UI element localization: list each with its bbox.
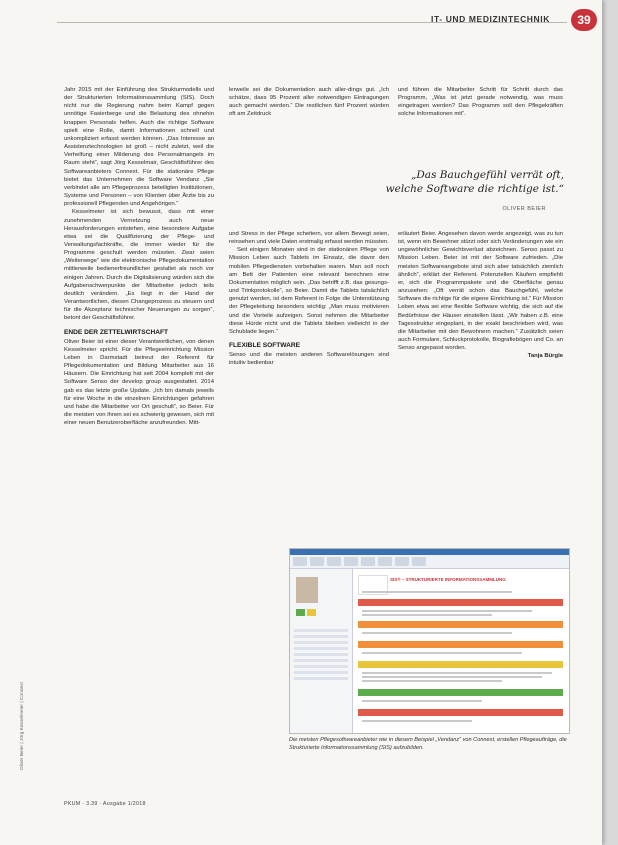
column-2-paragraph-1: und Stress in der Pflege scheitern, vor allem Bewegt seien, reinsehen und viele Daten erstmalig erfasst werden müssten. [229, 231, 389, 246]
ribbon-icon [361, 557, 375, 566]
column-2-paragraph-2: Seit einigen Monaten sind in der stationären Pflege von Mission Leben auch Tablets im Einsatz, die davor den mobilen Pflegediensten vorbehalten waren. Man soll noch am Bett der Patienten eine relevant berechnen eine Dokumentation möglich sein. „Das betrifft z.B. das gesungs- und Trinkprotokolle“, so Beier. Damit die Tablets tatsächlich genutzt werden, ist dem Referent in Folge die Unterstützung der Pflegeleitung besonders wichtig: „Man muss motivieren und die Vorteile aufzeigen. Sonst nehmen die Mitarbeiter diese Hürde nicht und die Tablets bleiben vielleicht in der Schublade liegen.“ [229, 247, 389, 335]
grid-row [294, 653, 348, 656]
column-1-paragraph-2: Kesselmeier ist sich bewusst, dass mit einer zunehmenden Vernetzung auch neue Herausforderungen entstehen, eine besondere Aufgabe etwa sei die Qualifizierung der Pflege- und Verwaltungsfachkräfte, die immer wieder für die Programme geschult werden müssten. Zwar seien „Weiterwege“ wie die elektronische Pflegedokumentation mittlerweile bedienerfreundlicher gestaltet als noch vor einigen Jahren. Durch die Digitalisierung würden sich die Aufgabenschwerpunkte der Mitarbeiter jedoch teils deutlich verändern. „Es liegt in der Hand der Verantwortlichen, diesen Changeprozess zu steuern und für die Akzeptanz technischer Neuerungen zu sorgen“, betont der Geschäftsführer. [64, 209, 214, 322]
screenshot-caption: Die meisten Pflegesoftwareanbieter wie in diesem Beispiel „Vendanz“ von Connext, erstellen Pflegeaufträge, die Strukturierte Informationssammlung (SIS) aufzubilden. [289, 737, 567, 751]
text-line [362, 700, 482, 702]
grid-row [294, 659, 348, 662]
grid-row [294, 677, 348, 680]
orange-section-bar [358, 621, 563, 628]
photo-credit: Oliver Beier | Jörg Kesselmeier | Connext [20, 682, 25, 770]
column-3-bottom [398, 230, 563, 361]
grid-row [294, 665, 348, 668]
ribbon-icon [310, 557, 324, 566]
text-line [362, 632, 512, 634]
subhead-flexible-software: FLEXIBLE SOFTWARE [229, 342, 301, 350]
column-2-paragraph-3: Senso und die meisten anderen Softwarelösungen sind intuitiv bedienbar [229, 352, 389, 367]
section-label: IT- UND MEDIZINTECHNIK [431, 14, 550, 24]
orange-section-bar [358, 641, 563, 648]
grid-row [294, 635, 348, 638]
ribbon-icon [293, 557, 307, 566]
text-line [362, 680, 502, 682]
column-2-top [229, 86, 389, 119]
pull-quote-author: OLIVER BEIER [502, 206, 546, 212]
grid-row [294, 647, 348, 650]
screenshot-app-label: SIS® – STRUKTURIERTE INFORMATIONSSAMMLUNG [390, 577, 506, 582]
ribbon-icon [395, 557, 409, 566]
green-section-bar [358, 689, 563, 696]
status-icon [296, 609, 305, 616]
red-section-bar [358, 599, 563, 606]
article-author: Tanja Bürgle [527, 353, 563, 360]
software-screenshot [289, 548, 570, 734]
page-footer: PKUM · 3.39 · Ausgabe 1/2018 [64, 801, 146, 807]
red-section-bar [358, 709, 563, 716]
grid-row [294, 671, 348, 674]
column-3-top-text: und führen die Mitarbeiter Schritt für Schritt durch das Programm, „Was ist jetzt gerade notwendig, was muss eingetragen werden? Das Programm soll den Pflegekräften solche Informationen mit“. [398, 87, 563, 118]
grid-row [294, 641, 348, 644]
text-line [362, 676, 542, 678]
screenshot-resident-panel [290, 569, 353, 733]
text-line [362, 610, 532, 612]
subhead-zettelwirtschaft: ENDE DER ZETTELWIRTSCHAFT [64, 328, 169, 336]
screenshot-ribbon [290, 555, 569, 569]
ribbon-icon [412, 557, 426, 566]
column-3-top [398, 86, 563, 119]
pull-quote: „Das Bauchgefühl verrät oft, welche Software die richtige ist.“ [385, 169, 564, 195]
ribbon-icon [327, 557, 341, 566]
ribbon-icon [344, 557, 358, 566]
column-1-paragraph-1: Jahr 2015 mit der Einführung des Strukturmodells und der Strukturierten Informationssammlung (SIS). Doch nicht nur die Regierung nahm beim Kampf gegen unnötige Fasierberge und die Belastung des ohnehin knappen Personals helfen. Auch die richtige Software spielt eine Rolle, damit Informationen schnell und unkompliziert erfasst werden können. „Das Interesse an Assistenztechnologien ist groß – nicht zuletzt, weil die Verhelfung einer Milderung des Personalmangels im Raum steht“, sagt Jörg Kesselmair, Geschäftsführer des Softwareanbieters Connext. Für die stationäre Pflege bietet das Unternehmen die Software Vendanz „Sie verbindet alle am Pflegeprozess beteiligten Institutionen, Systeme und Personen – von Klienten über Ärzte bis zu professionell Pflegenden und Angehörigen.“ [64, 87, 214, 208]
text-line [362, 672, 552, 674]
screenshot-main-area [354, 569, 569, 733]
column-3-paragraph: erläutert Beier. Angesehen davon werde angezeigt, was zu tun ist, wenn ein Bewohner stürzt oder sich Veränderungen wie ein ungewöhnlicher Gewichtsverlust abzeichnen. Senso passt zu Mission Leben. Beier ist mit der Software zufrieden. „Die meisten Softwareangebote sind sich aber tatsächlich ziemlich ähnlich“, erklärt der Referent. Potenziellen Käufern empfiehlt er, sich die Programmpakete und die Oberfläche genau anzusehen: „Oft verrät schon das Bauchgefühl, welche Software die richtige für die eigene Einrichtung ist.“ Für Mission Leben etwa sei eine flexible Software wichtig, die sich auf die Bedürfnisse der Häuser einstellen lässt. „Wir haben z.B. eine Tagesstruktur eingeplant, in der exakt beschrieben wird, was die Mitarbeiter mit den Bewohnern machen.“ Zusätzlich seien auch Formulare, Schluckprotokolle, Biografiebögen und Co. an Senso angepasst worden. [398, 231, 564, 352]
text-line [362, 614, 492, 616]
yellow-section-bar [358, 661, 563, 668]
column-1 [64, 86, 214, 427]
resident-photo [296, 577, 318, 603]
ribbon-icon [378, 557, 392, 566]
grid-row [294, 629, 348, 632]
column-1-paragraph-3: Oliver Beier ist einer dieser Verantwortlichen, von denen Kesselmeier spricht. Für die Pflegeeinrichtung Mission Leben in Darmstadt betreut der Referent für Pflegedokumentation und Bildung Mitarbeiter aus 16 Häusern. Die Einrichtung hat seit 2004 komplett mit der Software Senso der develop group ausgestattet. 2014 gab es das letzte große Update. „Ich bin damals jeweils für eine Woche in die einzelnen Einrichtungen gefahren und habe die Mitarbeiter vor Ort geschult“, so Beier. Für die meisten von ihnen sei es schwierig gewesen, sich mit einer neuen Benutzeroberfläche anzufreunden. Mitt- [64, 338, 214, 427]
text-line [362, 591, 512, 593]
page-number-badge: 39 [571, 9, 597, 31]
column-2-bottom [229, 230, 389, 368]
text-line [362, 720, 472, 722]
text-line [362, 652, 522, 654]
status-icon [307, 609, 316, 616]
column-2-top-text: lerweile sei die Dokumentation auch aller-dings gut. „Ich schätze, dass 95 Prozent aller notwendigen Eintragungen auch gemacht werden.“ Die restlichen fünf Prozent würden oft am Zeitdruck [229, 87, 389, 118]
